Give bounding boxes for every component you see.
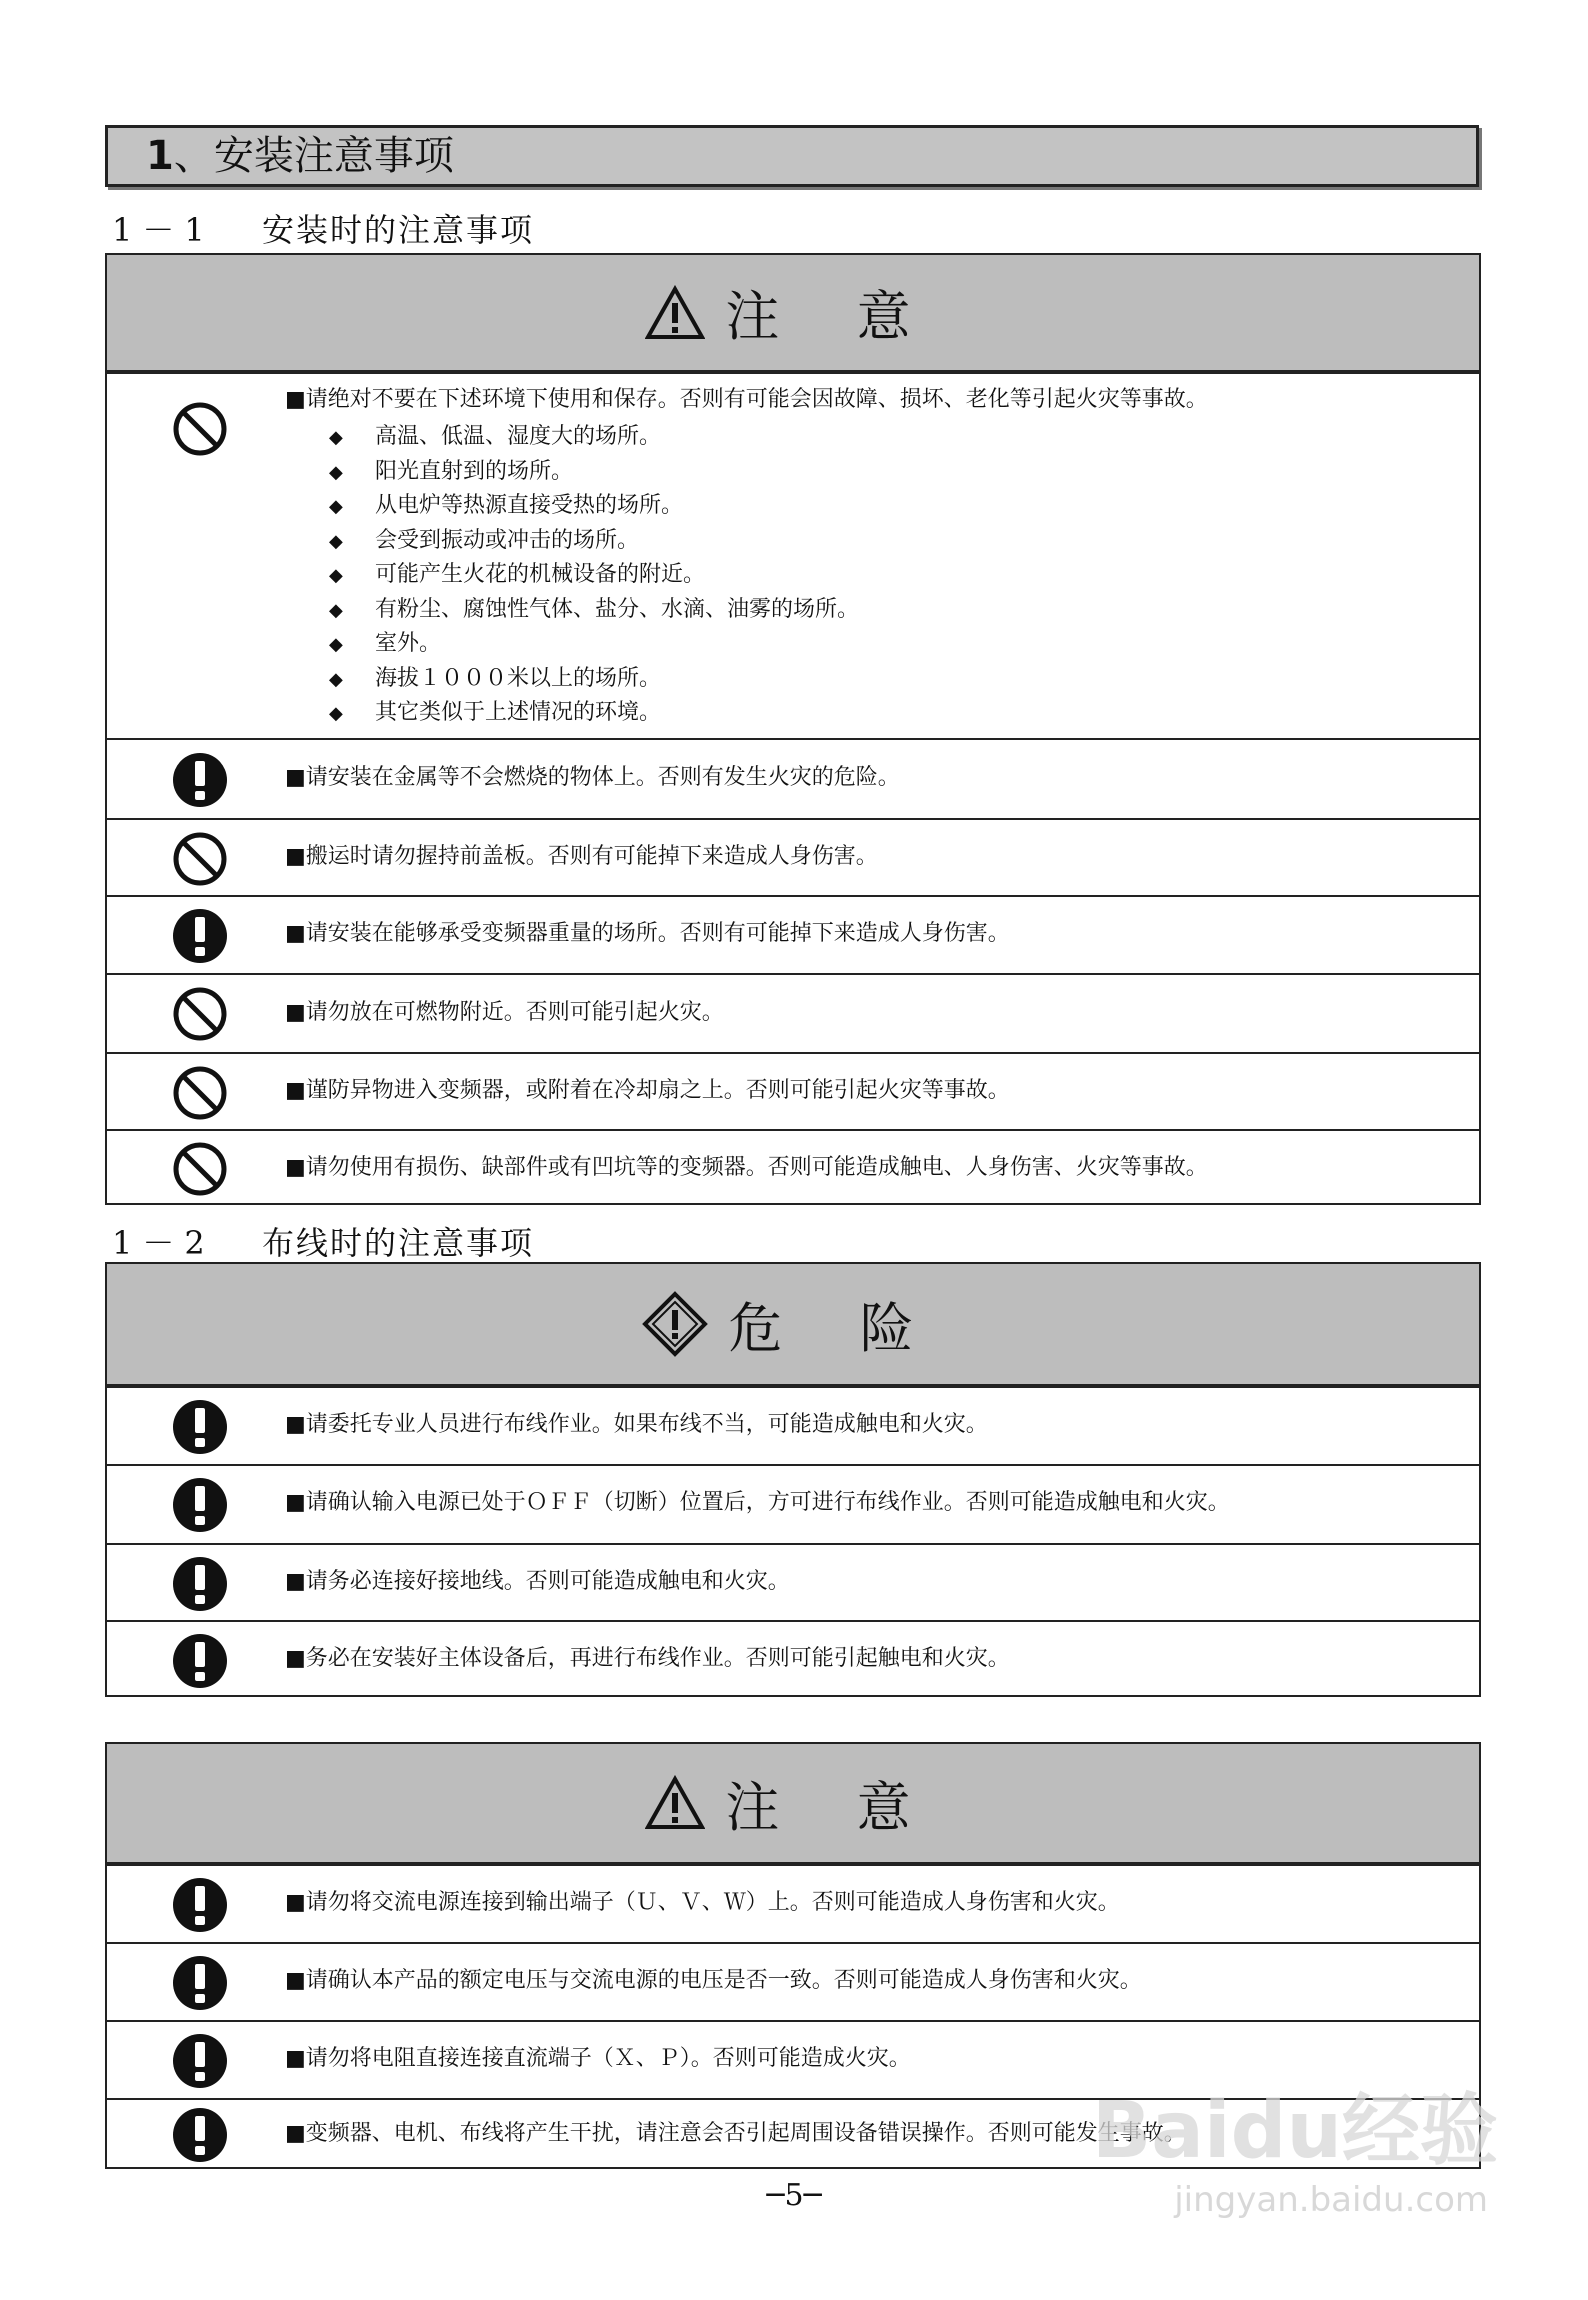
mandatory-icon: [170, 1397, 230, 1457]
danger-label: 危 险: [728, 1296, 944, 1360]
mandatory-icon: [170, 2031, 230, 2091]
row-text: ■请安装在金属等不会燃烧的物体上。否则有发生火灾的危险。: [285, 765, 900, 790]
list-item: ◆ 阳光直射到的场所。: [329, 458, 574, 484]
row-text: ■请安装在能够承受变频器重量的场所。否则有可能掉下来造成人身伤害。: [285, 921, 1010, 946]
row-text: ■请绝对不要在下述环境下使用和保存。否则有可能会因故障、损坏、老化等引起火灾等事故。: [285, 387, 1208, 412]
list-item: ◆ 可能产生火花的机械设备的附近。: [329, 562, 706, 587]
row-text: ■请委托专业人员进行布线作业。如果布线不当，可能造成触电和火灾。: [285, 1412, 988, 1437]
environment-list: [329, 420, 1459, 731]
row-text: ■变频器、电机、布线将产生干扰，请注意会否引起周围设备错误操作。否则可能发生事故。: [285, 2121, 1186, 2146]
warning-triangle-icon: [645, 285, 705, 341]
row-text: ■谨防异物进入变频器，或附着在冷却扇之上。否则可能引起火灾等事故。: [285, 1078, 1010, 1103]
list-item: ◆ 从电炉等热源直接受热的场所。: [329, 493, 684, 518]
subsection-2-title: [112, 1218, 534, 1264]
row-text: ■请勿放在可燃物附近。否则可能引起火灾。: [285, 1000, 724, 1025]
mandatory-icon: [170, 750, 230, 810]
row-text: ■务必在安装好主体设备后，再进行布线作业。否则可能引起触电和火灾。: [285, 1646, 1010, 1671]
watermark-url: jingyan.baidu.com: [1174, 2180, 1488, 2220]
prohibition-icon: [170, 829, 230, 889]
mandatory-icon: [170, 1953, 230, 2013]
table-row: [107, 1620, 1479, 1697]
table-row: [107, 895, 1479, 973]
caution-label: 注 意: [725, 285, 941, 348]
section-title-text: 、安装注意事项: [173, 133, 454, 179]
prohibition-icon: [170, 1139, 230, 1199]
table-row: [107, 1543, 1479, 1620]
subsection-1-number: 1－1: [112, 211, 215, 249]
section-number: 1: [146, 133, 174, 179]
danger-diamond-icon: [642, 1291, 708, 1357]
subsection-1-title: [112, 205, 534, 251]
list-item: ◆ 海拔１０００米以上的场所。: [329, 665, 662, 691]
row-text: ■请勿将交流电源连接到输出端子（Ｕ、Ｖ、Ｗ）上。否则可能造成人身伤害和火灾。: [285, 1890, 1120, 1915]
row-text: ■请务必连接好接地线。否则可能造成触电和火灾。: [285, 1569, 790, 1594]
danger-header: [107, 1264, 1479, 1386]
page-number: ─5─: [766, 2178, 822, 2213]
table-row: [107, 973, 1479, 1052]
mandatory-icon: [170, 906, 230, 966]
caution-header: [107, 255, 1479, 372]
table-row: [107, 1386, 1479, 1464]
table-row: [107, 818, 1479, 895]
list-item: ◆ 室外。: [329, 631, 442, 656]
prohibition-icon: [170, 1063, 230, 1123]
danger-table-wiring: [105, 1262, 1481, 1697]
baidu-watermark: Baidu经验: [1091, 2086, 1498, 2176]
list-item: ◆ 会受到振动或冲击的场所。: [329, 527, 640, 553]
table-row: [107, 1864, 1479, 1942]
table-row: [107, 372, 1479, 738]
subsection-2-number: 1－2: [112, 1224, 215, 1262]
caution-label: 注 意: [725, 1775, 941, 1839]
row-text: ■请勿将电阻直接连接直流端子（Ｘ、Ｐ）。否则可能造成火灾。: [285, 2046, 911, 2071]
prohibition-icon: [170, 984, 230, 1044]
mandatory-icon: [170, 1631, 230, 1691]
subsection-1-text: 安装时的注意事项: [262, 211, 535, 249]
list-item: ◆ 高温、低温、湿度大的场所。: [329, 424, 662, 449]
caution-header: [107, 1744, 1479, 1864]
subsection-2-text: 布线时的注意事项: [262, 1224, 535, 1262]
mandatory-icon: [170, 2105, 230, 2165]
table-row: [107, 1129, 1479, 1205]
table-row: [107, 1464, 1479, 1543]
mandatory-icon: [170, 1475, 230, 1535]
warning-triangle-icon: [645, 1775, 705, 1831]
mandatory-icon: [170, 1875, 230, 1935]
mandatory-icon: [170, 1554, 230, 1614]
prohibition-icon: [170, 399, 230, 459]
table-row: [107, 1942, 1479, 2020]
section-title: [105, 125, 1479, 187]
caution-table-install: [105, 253, 1481, 1205]
list-item: ◆ 其它类似于上述情况的环境。: [329, 700, 662, 725]
table-row: [107, 738, 1479, 818]
row-text: ■请确认本产品的额定电压与交流电源的电压是否一致。否则可能造成人身伤害和火灾。: [285, 1968, 1142, 1993]
table-row: [107, 1052, 1479, 1129]
list-item: ◆ 有粉尘、腐蚀性气体、盐分、水滴、油雾的场所。: [329, 596, 860, 622]
row-text: ■请确认输入电源已处于ＯＦＦ（切断）位置后，方可进行布线作业。否则可能造成触电和火灾。: [285, 1490, 1230, 1515]
row-text: ■请勿使用有损伤、缺部件或有凹坑等的变频器。否则可能造成触电、人身伤害、火灾等事故。: [285, 1155, 1208, 1180]
row-text: ■搬运时请勿握持前盖板。否则有可能掉下来造成人身伤害。: [285, 844, 878, 869]
